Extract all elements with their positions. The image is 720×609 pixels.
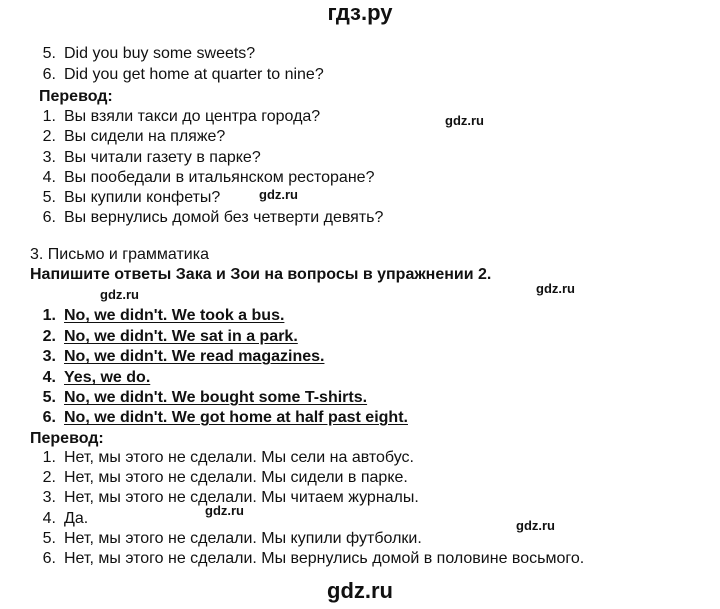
item-number: 6. [42,550,56,567]
item-text: Вы взяли такси до центра города? [64,108,321,125]
item-number: 6. [42,209,56,226]
answer-text: No, we didn't. We took a bus. [64,307,285,324]
translation-item [30,127,225,147]
answer-item [30,368,150,388]
answer-number: 3. [42,348,56,365]
watermark-text: gdz.ru [516,518,555,533]
answer-text: No, we didn't. We got home at half past eight. [64,409,408,426]
translation-item [30,549,584,569]
item-number: 3. [42,149,56,166]
answer-item [30,327,298,347]
answer-number: 5. [42,389,56,406]
watermark-text: gdz.ru [536,281,575,296]
item-number: 3. [42,489,56,506]
question-number: 6. [42,66,56,83]
answer-number: 1. [42,307,56,324]
answer-number: 2. [42,328,56,345]
item-number: 4. [42,510,56,527]
answer-text: No, we didn't. We read magazines. [64,348,325,365]
translation-item [30,168,374,188]
question-item [30,65,324,85]
task-instruction: Напишите ответы Зака и Зои на вопросы в упражнении 2. [30,266,492,283]
answer-number: 6. [42,409,56,426]
item-number: 2. [42,128,56,145]
item-text: Вы вернулись домой без четверти девять? [64,209,384,226]
answer-text: Yes, we do. [64,369,151,386]
item-text: Вы пообедали в итальянском ресторане? [64,169,375,186]
translation-item [30,529,422,549]
item-text: Вы читали газету в парке? [64,149,261,166]
item-number: 5. [42,189,56,206]
answer-item [30,347,324,367]
answer-text: No, we didn't. We sat in a park. [64,328,298,345]
item-text: Нет, мы этого не сделали. Мы сидели в парке. [64,469,408,486]
translation-item [30,509,88,529]
watermark-text: gdz.ru [205,503,244,518]
item-text: Нет, мы этого не сделали. Мы сели на автобус. [64,449,414,466]
answer-item [30,408,408,428]
item-number: 5. [42,530,56,547]
answer-number: 4. [42,369,56,386]
question-text: Did you buy some sweets? [64,45,256,62]
question-number: 5. [42,45,56,62]
translation-item [30,107,320,127]
answer-item [30,306,284,326]
item-number: 4. [42,169,56,186]
answer-item [30,388,367,408]
item-text: Да. [64,510,89,527]
item-number: 2. [42,469,56,486]
watermark-text: gdz.ru [445,113,484,128]
translation-item [30,208,383,228]
translation-heading: Перевод: [39,88,113,105]
item-text: Вы сидели на пляже? [64,128,226,145]
translation-item [30,468,408,488]
item-text: Вы купили конфеты? [64,189,221,206]
translation-item [30,188,220,208]
header-site-logo: гдз.ру [327,0,393,25]
watermark-text: gdz.ru [259,187,298,202]
item-text: Нет, мы этого не сделали. Мы вернулись домой в половине восьмого. [64,550,585,567]
translation-heading: Перевод: [30,430,104,447]
item-number: 1. [42,108,56,125]
question-text: Did you get home at quarter to nine? [64,66,324,83]
question-item [30,44,255,64]
section-title: 3. Письмо и грамматика [30,246,209,263]
watermark-text: gdz.ru [100,287,139,302]
item-number: 1. [42,449,56,466]
footer-site-logo: gdz.ru [327,578,393,603]
translation-item [30,148,261,168]
answer-text: No, we didn't. We bought some T-shirts. [64,389,368,406]
item-text: Нет, мы этого не сделали. Мы купили футболки. [64,530,422,547]
translation-item [30,448,414,468]
item-text: Нет, мы этого не сделали. Мы читаем журналы. [64,489,419,506]
